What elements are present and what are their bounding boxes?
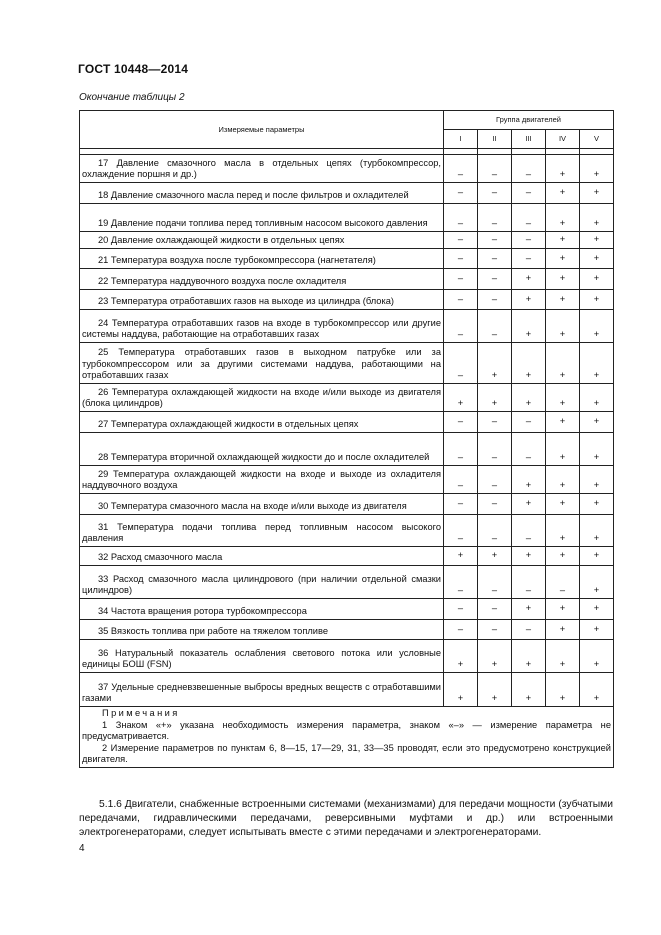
mark-cell: + xyxy=(478,673,512,707)
table-row xyxy=(80,249,614,269)
mark-cell: + xyxy=(580,204,614,232)
mark-cell: – xyxy=(512,433,546,466)
param-cell: 22 Температура наддувочного воздуха после охладителя xyxy=(80,269,444,290)
mark-cell: – xyxy=(478,515,512,547)
param-cell: 18 Давление смазочного масла перед и после фильтров и охладителей xyxy=(80,183,444,204)
param-cell: 23 Температура отработавших газов на выходе из цилиндра (блока) xyxy=(80,290,444,310)
mark-cell: + xyxy=(580,547,614,566)
param-cell: 25 Температура отработавших газов в выходном патрубке или за турбокомпрессором или за другими системами наддува, работающими на отработавших газах xyxy=(80,343,444,384)
mark-cell: – xyxy=(444,412,478,433)
mark-cell: + xyxy=(546,343,580,384)
notes-title: Примечания xyxy=(102,708,180,718)
mark-cell: + xyxy=(546,204,580,232)
mark-cell: + xyxy=(546,640,580,673)
mark-cell: + xyxy=(512,290,546,310)
mark-cell: + xyxy=(512,384,546,412)
mark-cell: + xyxy=(580,433,614,466)
mark-cell: – xyxy=(444,290,478,310)
group-col-header: I xyxy=(444,130,478,149)
mark-cell: + xyxy=(580,466,614,494)
table-row xyxy=(80,269,614,290)
mark-cell: + xyxy=(580,620,614,640)
param-cell: 37 Удельные средневзвешенные выбросы вредных веществ с отработавшими газами xyxy=(80,673,444,707)
mark-cell: – xyxy=(444,566,478,599)
param-cell: 27 Температура охлаждающей жидкости в отдельных цепях xyxy=(80,412,444,433)
group-col-header: III xyxy=(512,130,546,149)
mark-cell: – xyxy=(512,620,546,640)
mark-cell: – xyxy=(444,343,478,384)
document-code: ГОСТ 10448—2014 xyxy=(78,62,189,76)
mark-cell: + xyxy=(546,599,580,620)
mark-cell: – xyxy=(444,310,478,343)
table-body xyxy=(80,149,614,707)
mark-cell: + xyxy=(580,673,614,707)
mark-cell: + xyxy=(478,547,512,566)
parameters-table xyxy=(79,110,614,768)
mark-cell: – xyxy=(444,515,478,547)
mark-cell: – xyxy=(444,599,478,620)
mark-cell: + xyxy=(546,269,580,290)
mark-cell: + xyxy=(580,290,614,310)
mark-cell: – xyxy=(478,494,512,515)
table-row xyxy=(80,204,614,232)
mark-cell: – xyxy=(512,232,546,249)
mark-cell: + xyxy=(580,412,614,433)
mark-cell: + xyxy=(512,673,546,707)
mark-cell: – xyxy=(444,232,478,249)
mark-cell: + xyxy=(546,547,580,566)
note-2: 2 Измерение параметров по пунктам 6, 8—15, 17—29, 31, 33—35 проводят, если это предусмотрено конструкцией двигателя. xyxy=(82,742,611,765)
mark-cell: + xyxy=(546,673,580,707)
table-row xyxy=(80,515,614,547)
mark-cell: + xyxy=(512,640,546,673)
mark-cell: + xyxy=(512,269,546,290)
mark-cell: + xyxy=(580,566,614,599)
mark-cell: + xyxy=(546,466,580,494)
page-number: 4 xyxy=(79,843,85,854)
mark-cell: – xyxy=(478,232,512,249)
mark-cell: – xyxy=(444,494,478,515)
param-cell: 29 Температура охлаждающей жидкости на входе и выходе из охладителя наддувочного воздуха xyxy=(80,466,444,494)
mark-cell: – xyxy=(478,310,512,343)
mark-cell: + xyxy=(512,494,546,515)
mark-cell: – xyxy=(512,566,546,599)
mark-cell: + xyxy=(478,343,512,384)
mark-cell: + xyxy=(546,384,580,412)
mark-cell: + xyxy=(580,494,614,515)
mark-cell: + xyxy=(444,547,478,566)
table-row xyxy=(80,384,614,412)
mark-cell: – xyxy=(478,155,512,183)
mark-cell: + xyxy=(512,547,546,566)
mark-cell: – xyxy=(512,204,546,232)
mark-cell: – xyxy=(478,204,512,232)
mark-cell: + xyxy=(580,232,614,249)
param-cell: 19 Давление подачи топлива перед топливным насосом высокого давления xyxy=(80,204,444,232)
table-row xyxy=(80,232,614,249)
mark-cell: – xyxy=(478,249,512,269)
mark-cell: + xyxy=(546,232,580,249)
mark-cell: + xyxy=(580,183,614,204)
mark-cell: + xyxy=(580,343,614,384)
table-caption: Окончание таблицы 2 xyxy=(79,92,185,103)
param-cell: 36 Натуральный показатель ослабления светового потока или условные единицы БОШ (FSN) xyxy=(80,640,444,673)
table-row xyxy=(80,640,614,673)
mark-cell: + xyxy=(546,249,580,269)
mark-cell: + xyxy=(580,640,614,673)
param-cell: 30 Температура смазочного масла на входе и/или выходе из двигателя xyxy=(80,494,444,515)
mark-cell: – xyxy=(512,249,546,269)
table-row xyxy=(80,433,614,466)
param-cell: 28 Температура вторичной охлаждающей жидкости до и после охладителей xyxy=(80,433,444,466)
mark-cell: – xyxy=(478,620,512,640)
param-cell: 21 Температура воздуха после турбокомпрессора (нагнетателя) xyxy=(80,249,444,269)
table-row xyxy=(80,566,614,599)
mark-cell: + xyxy=(546,290,580,310)
mark-cell: – xyxy=(444,269,478,290)
table-row xyxy=(80,310,614,343)
mark-cell: – xyxy=(444,433,478,466)
mark-cell: – xyxy=(478,566,512,599)
table-row xyxy=(80,494,614,515)
group-col-header: IV xyxy=(546,130,580,149)
mark-cell: + xyxy=(546,620,580,640)
mark-cell: + xyxy=(546,412,580,433)
param-cell: 33 Расход смазочного масла цилиндрового (при наличии отдельной смазки цилиндров) xyxy=(80,566,444,599)
mark-cell: + xyxy=(478,640,512,673)
mark-cell: + xyxy=(512,599,546,620)
table-row xyxy=(80,412,614,433)
mark-cell: – xyxy=(444,204,478,232)
mark-cell: + xyxy=(478,384,512,412)
mark-cell: – xyxy=(444,183,478,204)
mark-cell: + xyxy=(580,269,614,290)
mark-cell: – xyxy=(444,466,478,494)
mark-cell: – xyxy=(478,290,512,310)
mark-cell: + xyxy=(580,515,614,547)
table-row xyxy=(80,547,614,566)
table-row xyxy=(80,599,614,620)
mark-cell: + xyxy=(444,384,478,412)
table-row xyxy=(80,155,614,183)
table-row xyxy=(80,290,614,310)
mark-cell: – xyxy=(444,620,478,640)
mark-cell: + xyxy=(546,183,580,204)
group-header: Группа двигателей xyxy=(444,111,614,130)
table-row xyxy=(80,466,614,494)
mark-cell: + xyxy=(546,310,580,343)
table-row xyxy=(80,343,614,384)
mark-cell: – xyxy=(512,183,546,204)
param-cell: 26 Температура охлаждающей жидкости на входе и/или выходе из двигателя (блока цилиндров) xyxy=(80,384,444,412)
mark-cell: + xyxy=(580,155,614,183)
param-cell: 20 Давление охлаждающей жидкости в отдельных цепях xyxy=(80,232,444,249)
mark-cell: + xyxy=(512,466,546,494)
mark-cell: – xyxy=(546,566,580,599)
param-cell: 34 Частота вращения ротора турбокомпрессора xyxy=(80,599,444,620)
mark-cell: + xyxy=(512,343,546,384)
param-cell: 35 Вязкость топлива при работе на тяжелом топливе xyxy=(80,620,444,640)
mark-cell: + xyxy=(580,384,614,412)
section-paragraph: 5.1.6 Двигатели, снабженные встроенными системами (механизмами) для передачи мощности (зубчатыми передачами, гидравлическими передачами, реверсивными муфтами и др.) или встроенными электрогенераторами, следует испытывать вместе с этими передачами и электрогенераторами. xyxy=(79,799,613,838)
mark-cell: – xyxy=(478,599,512,620)
mark-cell: – xyxy=(478,412,512,433)
mark-cell: + xyxy=(546,515,580,547)
note-1: 1 Знаком «+» указана необходимость измерения параметра, знаком «–» — измерение параметра не предусматривается. xyxy=(82,719,611,742)
mark-cell: – xyxy=(478,433,512,466)
mark-cell: + xyxy=(580,249,614,269)
param-cell: 24 Температура отработавших газов на входе в турбокомпрессор или другие системы наддува, работающие на отработавших газах xyxy=(80,310,444,343)
param-cell: 32 Расход смазочного масла xyxy=(80,547,444,566)
mark-cell: + xyxy=(444,673,478,707)
group-col-header: II xyxy=(478,130,512,149)
group-col-header: V xyxy=(580,130,614,149)
param-header: Измеряемые параметры xyxy=(80,111,444,149)
mark-cell: – xyxy=(478,183,512,204)
mark-cell: – xyxy=(478,269,512,290)
mark-cell: + xyxy=(444,640,478,673)
mark-cell: – xyxy=(444,155,478,183)
mark-cell: + xyxy=(546,433,580,466)
mark-cell: – xyxy=(478,466,512,494)
mark-cell: – xyxy=(512,515,546,547)
table-row xyxy=(80,673,614,707)
mark-cell: + xyxy=(512,310,546,343)
mark-cell: + xyxy=(580,599,614,620)
mark-cell: + xyxy=(546,494,580,515)
notes-cell xyxy=(80,707,614,768)
param-cell: 17 Давление смазочного масла в отдельных цепях (турбокомпрессор, охлаждение поршня и др.) xyxy=(80,155,444,183)
table-row xyxy=(80,620,614,640)
mark-cell: – xyxy=(512,412,546,433)
mark-cell: + xyxy=(580,310,614,343)
mark-cell: – xyxy=(444,249,478,269)
mark-cell: – xyxy=(512,155,546,183)
mark-cell: + xyxy=(546,155,580,183)
table-row xyxy=(80,183,614,204)
param-cell: 31 Температура подачи топлива перед топливным насосом высокого давления xyxy=(80,515,444,547)
